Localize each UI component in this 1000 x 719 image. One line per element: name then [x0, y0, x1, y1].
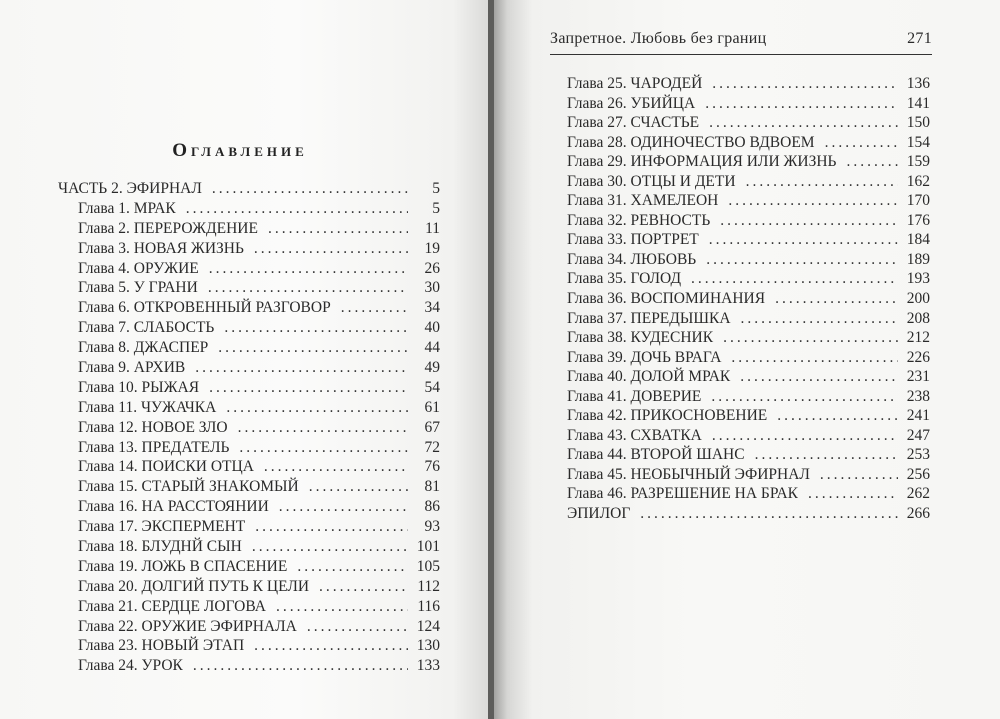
- book-gutter: [488, 0, 494, 719]
- toc-entry: [58, 339, 440, 359]
- toc-entry-page: 19: [424, 239, 440, 257]
- toc-entry: [567, 349, 930, 369]
- dot-leader: [208, 279, 408, 297]
- toc-entry: [567, 290, 930, 310]
- toc-entry: [567, 251, 930, 271]
- dot-leader: [691, 270, 898, 288]
- toc-entry: [58, 419, 440, 439]
- dot-leader: [741, 310, 898, 328]
- dot-leader: [319, 578, 408, 596]
- toc-entry: [567, 446, 930, 466]
- toc-entry-label: Глава 2. ПЕРЕРОЖДЕНИЕ: [78, 219, 258, 237]
- toc-entry-page: 200: [906, 290, 930, 308]
- dot-leader: [846, 153, 898, 171]
- toc-entry-page: 5: [432, 199, 440, 217]
- toc-entry-label: Глава 35. ГОЛОД: [567, 270, 682, 288]
- toc-entry-label: Глава 45. НЕОБЫЧНЫЙ ЭФИРНАЛ: [567, 465, 810, 483]
- toc-entry-label: Глава 27. СЧАСТЬЕ: [567, 114, 700, 132]
- toc-entry-label: Глава 21. СЕРДЦЕ ЛОГОВА: [78, 597, 266, 615]
- dot-leader: [218, 339, 408, 357]
- toc-entry-label: Глава 7. СЛАБОСТЬ: [78, 319, 215, 337]
- dot-leader: [712, 427, 898, 445]
- toc-entry-label: Глава 14. ПОИСКИ ОТЦА: [78, 458, 254, 476]
- toc-entry: [567, 329, 930, 349]
- toc-entry-label: Глава 43. СХВАТКА: [567, 426, 702, 444]
- dot-leader: [705, 95, 898, 113]
- toc-entry: [58, 657, 440, 677]
- toc-entry-page: 226: [906, 348, 930, 366]
- toc-entry-page: 231: [906, 368, 930, 386]
- toc-entry-page: 11: [425, 219, 440, 237]
- dot-leader: [307, 618, 408, 636]
- toc-entry-page: 136: [906, 75, 930, 92]
- toc-entry: [567, 231, 930, 251]
- dot-leader: [255, 518, 408, 536]
- toc-entry: [567, 192, 930, 212]
- toc-title: Оглавление: [172, 140, 308, 161]
- toc-entry-page: 154: [906, 133, 930, 151]
- toc-entry: [58, 240, 440, 260]
- toc-entry-label: Глава 41. ДОВЕРИЕ: [567, 387, 702, 405]
- dot-leader: [186, 200, 408, 218]
- dot-leader: [209, 260, 408, 278]
- toc-entry-page: 44: [424, 339, 440, 357]
- toc-entry: [58, 637, 440, 657]
- toc-entry: [567, 310, 930, 330]
- dot-leader: [264, 458, 408, 476]
- dot-leader: [341, 299, 408, 317]
- toc-entry: [58, 359, 440, 379]
- dot-leader: [254, 240, 408, 258]
- toc-entry: [567, 95, 930, 115]
- dot-leader: [825, 134, 898, 152]
- dot-leader: [746, 173, 898, 191]
- toc-entry-label: Глава 31. ХАМЕЛЕОН: [567, 192, 719, 210]
- toc-entry-label: Глава 11. ЧУЖАЧКА: [78, 398, 217, 416]
- toc-entry-label: Глава 17. ЭКСПЕРМЕНТ: [78, 518, 246, 536]
- left-page: [0, 0, 492, 719]
- toc-entry-page: 256: [906, 465, 930, 483]
- toc-entry: [567, 485, 930, 505]
- toc-entry: [58, 578, 440, 598]
- toc-entry: [567, 114, 930, 134]
- toc-entry-label: Глава 44. ВТОРОЙ ШАНС: [567, 446, 745, 464]
- dot-leader: [268, 220, 408, 238]
- toc-entry-label: Глава 10. РЫЖАЯ: [78, 378, 200, 396]
- toc-entry-page: 40: [424, 319, 440, 337]
- toc-entry-page: 81: [424, 478, 440, 496]
- toc-entry-label: Глава 5. У ГРАНИ: [78, 279, 198, 297]
- toc-entry: [567, 466, 930, 486]
- toc-entry: [58, 538, 440, 558]
- dot-leader: [193, 657, 408, 675]
- toc-entry-page: 133: [416, 657, 440, 675]
- toc-entry-label: Глава 18. БЛУДНЙ СЫН: [78, 538, 242, 556]
- toc-entry-label: Глава 16. НА РАССТОЯНИИ: [78, 498, 269, 516]
- toc-entry: [567, 270, 930, 290]
- toc-entry-page: 241: [906, 407, 930, 425]
- toc-entry-page: 253: [906, 446, 930, 464]
- toc-entry-page: 124: [416, 617, 440, 635]
- toc-entry-label: Глава 32. РЕВНОСТЬ: [567, 211, 711, 229]
- toc-entry-page: 262: [906, 485, 930, 503]
- toc-entry: [58, 598, 440, 618]
- toc-entry-page: 67: [424, 418, 440, 436]
- toc-entry-label: Глава 33. ПОРТРЕТ: [567, 231, 699, 249]
- toc-entry-label: Глава 23. НОВЫЙ ЭТАП: [78, 637, 245, 655]
- toc-entry-page: 76: [424, 458, 440, 476]
- toc-entry-label: Глава 39. ДОЧЬ ВРАГА: [567, 348, 722, 366]
- toc-entry-label: Глава 40. ДОЛОЙ МРАК: [567, 368, 731, 386]
- dot-leader: [276, 598, 408, 616]
- running-header: [550, 30, 932, 55]
- toc-entry-label: Глава 25. ЧАРОДЕЙ: [567, 75, 703, 92]
- toc-entry-page: 54: [424, 378, 440, 396]
- toc-entry-label: Глава 1. МРАК: [78, 199, 176, 217]
- dot-leader: [728, 192, 898, 210]
- dot-leader: [740, 368, 898, 386]
- page-number: 271: [907, 30, 932, 47]
- dot-leader: [711, 388, 898, 406]
- dot-leader: [720, 212, 898, 230]
- dot-leader: [209, 379, 408, 397]
- toc-entry-label: Глава 46. РАЗРЕШЕНИЕ НА БРАК: [567, 485, 798, 503]
- toc-entry-label: Глава 26. УБИЙЦА: [567, 94, 696, 112]
- toc-entry-label: ЧАСТЬ 2. ЭФИРНАЛ: [58, 180, 202, 197]
- toc-entry: [58, 399, 440, 419]
- dot-leader: [775, 290, 898, 308]
- toc-entry-label: Глава 29. ИНФОРМАЦИЯ ИЛИ ЖИЗНЬ: [567, 153, 837, 171]
- dot-leader: [777, 407, 898, 425]
- dot-leader: [712, 75, 898, 93]
- toc-entry: [58, 319, 440, 339]
- toc-entry-page: 34: [424, 299, 440, 317]
- toc-entry-page: 112: [417, 577, 440, 595]
- dot-leader: [723, 329, 898, 347]
- dot-leader: [808, 485, 898, 503]
- toc-entry: [567, 173, 930, 193]
- toc-entry-page: 170: [906, 192, 930, 210]
- toc-entry: [567, 212, 930, 232]
- toc-entry-label: Глава 34. ЛЮБОВЬ: [567, 250, 697, 268]
- toc-entry: [567, 368, 930, 388]
- toc-entry-label: Глава 8. ДЖАСПЕР: [78, 339, 209, 357]
- toc-entry: [58, 618, 440, 638]
- toc-entry-label: Глава 12. НОВОЕ ЗЛО: [78, 418, 228, 436]
- dot-leader: [212, 180, 408, 198]
- toc-entry-page: 208: [906, 309, 930, 327]
- toc-entry-page: 72: [424, 438, 440, 456]
- toc-entry: [567, 407, 930, 427]
- toc-entry-label: Глава 36. ВОСПОМИНАНИЯ: [567, 290, 766, 308]
- toc-entry-label: Глава 15. СТАРЫЙ ЗНАКОМЫЙ: [78, 478, 299, 496]
- toc-entry: [58, 180, 440, 200]
- toc-entry-page: 30: [424, 279, 440, 297]
- toc-entry-page: 101: [416, 538, 440, 556]
- dot-leader: [709, 231, 898, 249]
- toc-entry-label: Глава 19. ЛОЖЬ В СПАСЕНИЕ: [78, 557, 288, 575]
- toc-entry: [58, 220, 440, 240]
- toc-entry: [58, 458, 440, 478]
- dot-leader: [195, 359, 408, 377]
- dot-leader: [706, 251, 898, 269]
- toc-entry: [567, 75, 930, 95]
- toc-entry-page: 238: [906, 387, 930, 405]
- dot-leader: [297, 558, 408, 576]
- toc-entry: [58, 478, 440, 498]
- toc-entry-page: 26: [424, 259, 440, 277]
- toc-entry: [567, 427, 930, 447]
- toc-entry-label: ЭПИЛОГ: [567, 505, 631, 523]
- dot-leader: [238, 419, 408, 437]
- toc-entry-page: 247: [906, 426, 930, 444]
- toc-entry-label: Глава 24. УРОК: [78, 657, 183, 675]
- toc-entry: [58, 498, 440, 518]
- toc-entry: [567, 505, 930, 525]
- toc-entry-label: Глава 20. ДОЛГИЙ ПУТЬ К ЦЕЛИ: [78, 577, 310, 595]
- toc-entry-label: Глава 37. ПЕРЕДЫШКА: [567, 309, 731, 327]
- dot-leader: [239, 439, 408, 457]
- dot-leader: [709, 114, 898, 132]
- dot-leader: [254, 637, 408, 655]
- dot-leader: [279, 498, 408, 516]
- toc-entry-page: 130: [416, 637, 440, 655]
- toc-entry-label: Глава 9. АРХИВ: [78, 359, 186, 377]
- toc-entry: [58, 518, 440, 538]
- dot-leader: [309, 478, 408, 496]
- toc-entry-page: 176: [906, 211, 930, 229]
- toc-entry-page: 49: [424, 359, 440, 377]
- toc-entry-label: Глава 22. ОРУЖИЕ ЭФИРНАЛА: [78, 617, 297, 635]
- dot-leader: [252, 538, 408, 556]
- toc-entry: [567, 134, 930, 154]
- toc-entry-page: 5: [432, 180, 440, 197]
- toc-entry-page: 86: [424, 498, 440, 516]
- toc-entry-page: 266: [906, 505, 930, 523]
- toc-entry-page: 150: [906, 114, 930, 132]
- dot-leader: [226, 399, 408, 417]
- dot-leader: [755, 446, 898, 464]
- toc-entry-page: 162: [906, 172, 930, 190]
- dot-leader: [224, 319, 408, 337]
- toc-entry-page: 93: [424, 518, 440, 536]
- toc-entry-label: Глава 4. ОРУЖИЕ: [78, 259, 199, 277]
- toc-entry-label: Глава 6. ОТКРОВЕННЫЙ РАЗГОВОР: [78, 299, 331, 317]
- right-page: [492, 0, 1000, 719]
- toc-entry: [567, 388, 930, 408]
- dot-leader: [820, 466, 898, 484]
- toc-entry: [58, 279, 440, 299]
- toc-entry-label: Глава 3. НОВАЯ ЖИЗНЬ: [78, 239, 244, 257]
- toc-entry-page: 184: [906, 231, 930, 249]
- toc-list-left: [58, 180, 440, 677]
- toc-entry: [58, 200, 440, 220]
- toc-entry-page: 61: [424, 398, 440, 416]
- toc-entry-label: Глава 42. ПРИКОСНОВЕНИЕ: [567, 407, 768, 425]
- toc-entry-page: 212: [906, 329, 930, 347]
- running-head-title: Запретное. Любовь без границ: [550, 30, 767, 47]
- toc-entry-page: 105: [416, 557, 440, 575]
- toc-entry-page: 193: [906, 270, 930, 288]
- toc-entry: [58, 260, 440, 280]
- dot-leader: [640, 505, 898, 523]
- toc-list-right: [567, 75, 930, 525]
- toc-entry: [58, 558, 440, 578]
- toc-entry-label: Глава 28. ОДИНОЧЕСТВО ВДВОЕМ: [567, 133, 815, 151]
- toc-entry-page: 141: [906, 94, 930, 112]
- toc-entry: [58, 299, 440, 319]
- toc-entry-page: 189: [906, 250, 930, 268]
- toc-entry: [58, 439, 440, 459]
- toc-entry-label: Глава 38. КУДЕСНИК: [567, 329, 714, 347]
- toc-entry: [58, 379, 440, 399]
- dot-leader: [731, 349, 898, 367]
- toc-entry: [567, 153, 930, 173]
- toc-entry-page: 159: [906, 153, 930, 171]
- toc-entry-label: Глава 13. ПРЕДАТЕЛЬ: [78, 438, 230, 456]
- toc-entry-page: 116: [417, 597, 440, 615]
- toc-entry-label: Глава 30. ОТЦЫ И ДЕТИ: [567, 172, 736, 190]
